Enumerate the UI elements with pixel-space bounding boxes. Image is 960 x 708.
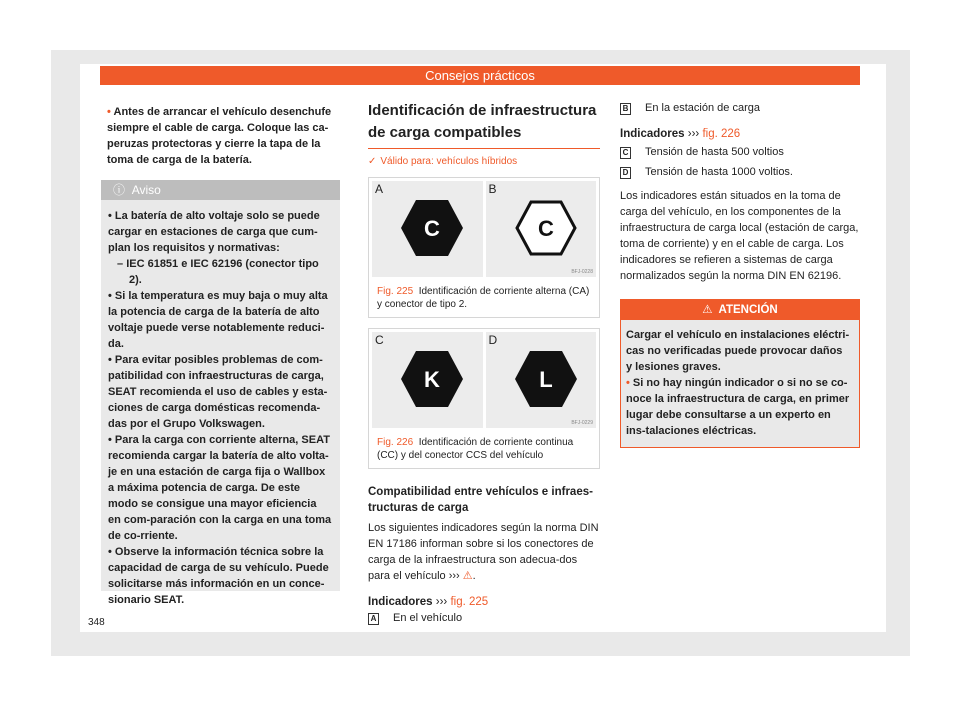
- aviso-body: [101, 200, 340, 608]
- compat-subtitle: Compatibilidad entre vehículos e infraes-tructuras de carga: [368, 486, 593, 514]
- valid-for-note: ✓ Válido para: vehículos híbridos: [368, 156, 518, 167]
- indicator-a: A En el vehículo: [368, 610, 600, 626]
- compat-text: Los siguientes indicadores según la norma DIN EN 17186 informan sobre si los conectores de carga de la infraestructura son adecua-dos para el vehículo ››› ⚠.: [368, 522, 599, 582]
- figure-225: [368, 177, 600, 318]
- svg-text:K: K: [424, 367, 440, 392]
- svg-text:C: C: [424, 216, 440, 241]
- atencion-body: [621, 320, 859, 447]
- hexagon-filled-icon: [400, 199, 464, 257]
- hexagon-filled-icon: [400, 350, 464, 408]
- indicator-d: D Tensión de hasta 1000 voltios.: [620, 164, 860, 180]
- aviso-subitem: – IEC 61851 e IEC 62196 (conector tipo 2).: [117, 258, 319, 286]
- indicators-heading: Indicadores ››› fig. 226: [620, 128, 741, 140]
- panel-a: A C: [372, 181, 483, 277]
- column-right: [620, 100, 860, 448]
- warning-icon: ⚠: [462, 570, 473, 582]
- atencion-paragraph: Cargar el vehículo en instalaciones eléctri-cas no verificadas puede provocar daños y lesiones graves.: [626, 329, 850, 373]
- hexagon-outline-icon: [514, 199, 578, 257]
- aviso-header: ⓘ Aviso: [101, 180, 340, 200]
- svg-text:L: L: [538, 367, 553, 392]
- panel-d: D L BFJ-0229: [486, 332, 597, 428]
- bullet-icon: •: [107, 106, 114, 118]
- figure-226: [368, 328, 600, 469]
- svg-text:C: C: [537, 216, 554, 241]
- aviso-bullet: • Si la temperatura es muy baja o muy alta la potencia de carga de la batería de alto voltaje puede verse notablemente reduci-da.: [108, 290, 328, 350]
- warning-icon: ⚠: [702, 304, 713, 316]
- figure-link[interactable]: fig. 225: [450, 596, 489, 608]
- indicators-text: Los indicadores están situados en la toma de carga del vehículo, en los componentes de la infraestructura de carga local (estación de carga, toma de corriente) y en el cable de carga. Los indicadores se refieren a sistemas de carga normalizados según la norma DIN EN 62196.: [620, 190, 859, 282]
- aviso-bullet: • Para evitar posibles problemas de com-patibilidad con infraestructuras de carga, SEAT recomienda el uso de cables y esta-ciones de carga domésticas recomenda-das por el Grupo Volkswagen.: [108, 354, 328, 430]
- atencion-bullet: • Si no hay ningún indicador o si no se co-noce la infraestructura de carga, en primer lugar debe consultarse a un experto en ins-talaciones eléctricas.: [626, 377, 850, 437]
- info-icon: ⓘ: [113, 183, 126, 197]
- panel-b: B C BFJ-0228: [486, 181, 597, 277]
- hexagon-filled-icon: [514, 350, 578, 408]
- figure-caption: Fig. 225 Identificación de corriente alterna (CA) y conector de tipo 2.: [377, 286, 590, 310]
- column-left: [107, 104, 336, 168]
- indicator-b: B En la estación de carga: [620, 100, 860, 116]
- page-header: Consejos prácticos: [100, 66, 860, 85]
- figure-link[interactable]: fig. 226: [702, 128, 741, 140]
- intro-paragraph: • Antes de arrancar el vehículo desenchufe siempre el cable de carga. Coloque las ca-peruzas protectoras y cierre la tapa de la toma de carga de la batería.: [107, 106, 332, 166]
- atencion-header: ⚠ ATENCIÓN: [621, 300, 859, 320]
- section-title: Identificación de infraestructura de carga compatibles: [368, 102, 597, 141]
- check-icon: ✓: [368, 156, 377, 167]
- aviso-bullet: • Para la carga con corriente alterna, SEAT recomienda cargar la batería de alto volta-je en una estación de carga fija o Wallbox a máxima potencia de carga. De este modo se consigue una mayor eficiencia en com-paración con la carga en una toma de co-rriente.: [108, 434, 332, 542]
- atencion-box: [620, 299, 860, 448]
- indicators-heading: Indicadores ››› fig. 225: [368, 596, 489, 608]
- figure-caption: Fig. 226 Identificación de corriente continua (CC) y del conector CCS del vehículo: [377, 437, 574, 461]
- page-number: 348: [88, 617, 105, 628]
- panel-c: C K: [372, 332, 483, 428]
- title-divider: [368, 148, 600, 149]
- aviso-bullet: • La batería de alto voltaje solo se puede cargar en estaciones de carga que cum-plan los requisitos y normativas:: [108, 210, 320, 254]
- aviso-bullet: • Observe la información técnica sobre la capacidad de carga de su vehículo. Puede solicitarse más información en un conce-sionario SEAT.: [108, 546, 329, 606]
- column-middle: [368, 100, 600, 626]
- indicator-c: C Tensión de hasta 500 voltios: [620, 144, 860, 160]
- aviso-box: [101, 180, 340, 606]
